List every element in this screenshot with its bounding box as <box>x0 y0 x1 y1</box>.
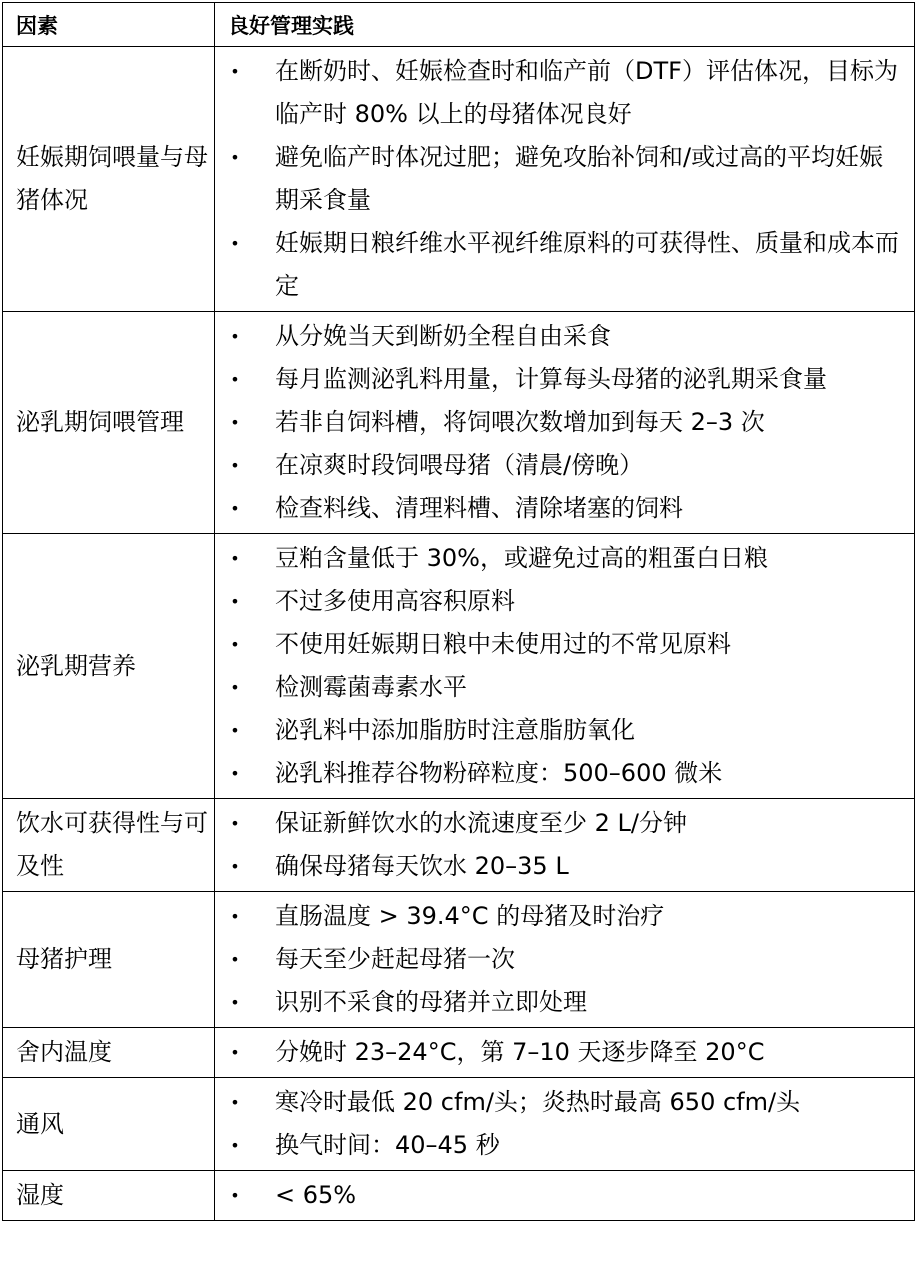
list-item <box>215 845 914 888</box>
practice-cell <box>215 1171 915 1221</box>
practice-cell <box>215 1028 915 1078</box>
header-practice: 良好管理实践 <box>215 3 915 47</box>
practice-list <box>215 315 914 530</box>
practice-cell <box>215 799 915 892</box>
factor-cell: 妊娠期饲喂量与母猪体况 <box>3 47 215 312</box>
list-item <box>215 222 914 308</box>
practice-text: 保证新鲜饮水的水流速度至少 2 L/分钟 <box>275 809 687 837</box>
bullet-icon: • <box>230 413 240 432</box>
practice-cell <box>215 534 915 799</box>
bullet-icon: • <box>230 234 240 253</box>
practice-list <box>215 1031 914 1074</box>
list-item <box>215 444 914 487</box>
bullet-icon: • <box>230 814 240 833</box>
list-item <box>215 487 914 530</box>
practice-text: 每天至少赶起母猪一次 <box>275 945 515 973</box>
table-header-row <box>3 3 915 47</box>
list-item <box>215 50 914 136</box>
practice-list <box>215 1081 914 1167</box>
table-row <box>3 892 915 1028</box>
table-row <box>3 47 915 312</box>
header-factor: 因素 <box>3 3 215 47</box>
practice-text: 在凉爽时段饲喂母猪（清晨/傍晚） <box>275 451 644 479</box>
practice-text: 在断奶时、妊娠检查时和临产前（DTF）评估体况，目标为临产时 80% 以上的母猪体况良好 <box>275 57 898 128</box>
list-item <box>215 1081 914 1124</box>
practice-text: 分娩时 23–24°C，第 7–10 天逐步降至 20°C <box>275 1038 765 1066</box>
bullet-icon: • <box>230 499 240 518</box>
practice-list <box>215 50 914 308</box>
practice-list <box>215 895 914 1024</box>
practice-cell <box>215 1078 915 1171</box>
practice-text: 检测霉菌毒素水平 <box>275 673 467 701</box>
bullet-icon: • <box>230 993 240 1012</box>
practice-list <box>215 802 914 888</box>
practice-text: 直肠温度 > 39.4°C 的母猪及时治疗 <box>275 902 665 930</box>
bullet-icon: • <box>230 370 240 389</box>
factor-cell: 母猪护理 <box>3 892 215 1028</box>
table-row <box>3 534 915 799</box>
bullet-icon: • <box>230 764 240 783</box>
practice-cell <box>215 892 915 1028</box>
practice-text: 不使用妊娠期日粮中未使用过的不常见原料 <box>275 630 731 658</box>
list-item <box>215 1031 914 1074</box>
bullet-icon: • <box>230 950 240 969</box>
table-row <box>3 1171 915 1221</box>
practice-text: 泌乳料中添加脂肪时注意脂肪氧化 <box>275 716 635 744</box>
list-item <box>215 580 914 623</box>
bullet-icon: • <box>230 857 240 876</box>
practice-text: 检查料线、清理料槽、清除堵塞的饲料 <box>275 494 683 522</box>
list-item <box>215 709 914 752</box>
bullet-icon: • <box>230 549 240 568</box>
bullet-icon: • <box>230 721 240 740</box>
list-item <box>215 623 914 666</box>
list-item <box>215 981 914 1024</box>
practice-text: 识别不采食的母猪并立即处理 <box>275 988 587 1016</box>
practice-text: 妊娠期日粮纤维水平视纤维原料的可获得性、质量和成本而定 <box>275 229 899 300</box>
factor-cell: 泌乳期饲喂管理 <box>3 312 215 534</box>
list-item <box>215 1174 914 1217</box>
practice-text: 泌乳料推荐谷物粉碎粒度：500–600 微米 <box>275 759 723 787</box>
practice-text: < 65% <box>275 1181 357 1209</box>
factor-cell: 舍内温度 <box>3 1028 215 1078</box>
management-practices-table <box>2 2 915 1221</box>
practice-text: 避免临产时体况过肥；避免攻胎补饲和/或过高的平均妊娠期采食量 <box>275 143 884 214</box>
bullet-icon: • <box>230 327 240 346</box>
bullet-icon: • <box>230 907 240 926</box>
table-row <box>3 312 915 534</box>
factor-cell: 湿度 <box>3 1171 215 1221</box>
practice-text: 不过多使用高容积原料 <box>275 587 515 615</box>
factor-cell: 通风 <box>3 1078 215 1171</box>
practice-list <box>215 537 914 795</box>
practice-text: 每月监测泌乳料用量，计算每头母猪的泌乳期采食量 <box>275 365 827 393</box>
list-item <box>215 666 914 709</box>
practice-cell <box>215 312 915 534</box>
bullet-icon: • <box>230 1136 240 1155</box>
list-item <box>215 537 914 580</box>
practice-text: 换气时间：40–45 秒 <box>275 1131 500 1159</box>
list-item <box>215 1124 914 1167</box>
practice-list <box>215 1174 914 1217</box>
bullet-icon: • <box>230 592 240 611</box>
practice-text: 豆粕含量低于 30%，或避免过高的粗蛋白日粮 <box>275 544 768 572</box>
bullet-icon: • <box>230 62 240 81</box>
table-row <box>3 799 915 892</box>
practice-text: 若非自饲料槽，将饲喂次数增加到每天 2–3 次 <box>275 408 765 436</box>
bullet-icon: • <box>230 678 240 697</box>
practice-text: 确保母猪每天饮水 20–35 L <box>275 852 569 880</box>
table-body <box>3 47 915 1221</box>
bullet-icon: • <box>230 1043 240 1062</box>
factor-cell: 饮水可获得性与可及性 <box>3 799 215 892</box>
table-row <box>3 1028 915 1078</box>
list-item <box>215 315 914 358</box>
bullet-icon: • <box>230 456 240 475</box>
bullet-icon: • <box>230 1186 240 1205</box>
list-item <box>215 358 914 401</box>
practice-text: 寒冷时最低 20 cfm/头；炎热时最高 650 cfm/头 <box>275 1088 801 1116</box>
list-item <box>215 895 914 938</box>
practice-cell <box>215 47 915 312</box>
practice-text: 从分娩当天到断奶全程自由采食 <box>275 322 611 350</box>
list-item <box>215 938 914 981</box>
list-item <box>215 136 914 222</box>
list-item <box>215 802 914 845</box>
bullet-icon: • <box>230 148 240 167</box>
list-item <box>215 752 914 795</box>
bullet-icon: • <box>230 635 240 654</box>
table-row <box>3 1078 915 1171</box>
bullet-icon: • <box>230 1093 240 1112</box>
list-item <box>215 401 914 444</box>
factor-cell: 泌乳期营养 <box>3 534 215 799</box>
